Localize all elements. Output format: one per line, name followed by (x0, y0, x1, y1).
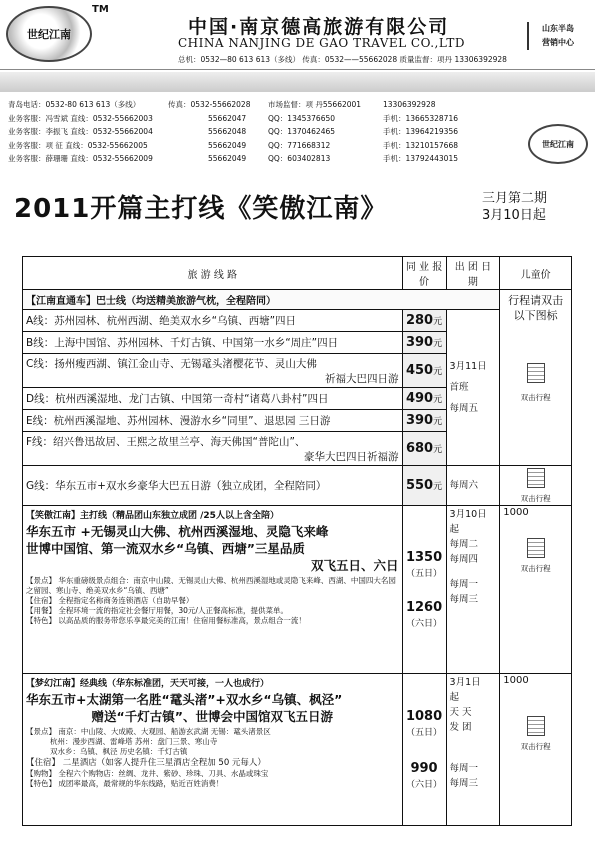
table-header-row (23, 257, 572, 290)
section-jiangnan-bus: 【江南直通车】巴士线（均送精美旅游气枕，全程陪同） (23, 290, 500, 310)
child-menghuan: 1000 双击行程 (500, 674, 572, 826)
price-xiaoao: 1350 （五日） 1260 （六日） (402, 506, 446, 674)
route-g: G线：华东五市+双水乡豪华大巴五日游（独立成团，全程陪同） (23, 466, 403, 506)
date-menghuan: 3月1日 起 天 天 发 团 每周一 每周三 (446, 674, 500, 826)
route-e: E线：杭州西溪湿地、苏州园林、漫游水乡“同里”、退思园 三日游 (23, 410, 403, 432)
price-e: 390元 (402, 410, 446, 432)
branch-label: 山东半岛 营销中心 (527, 22, 587, 50)
secondary-logo: 世纪江南 (528, 124, 588, 164)
header-child: 儿童价 (500, 257, 572, 290)
child-cell-g: 双击行程 (500, 466, 572, 506)
route-table (22, 256, 572, 826)
company-name-cn: 中国·南京德高旅游有限公司 (188, 16, 450, 38)
banner-title: 2011开篇主打线《笑傲江南》 (14, 194, 388, 224)
document-icon[interactable] (527, 716, 545, 736)
route-c: C线：扬州瘦西湖、镇江金山寺、无锡鼋头渚樱花节、灵山大佛 祈福大巴四日游 (23, 354, 403, 388)
header-price: 同 业 报 价 (402, 257, 446, 290)
route-a: A线：苏州园林、杭州西湖、绝美双水乡“乌镇、西塘”四日 (23, 310, 403, 332)
price-b: 390元 (402, 332, 446, 354)
document-icon[interactable] (527, 363, 545, 383)
date-g: 每周六 (446, 466, 500, 506)
staff-row: 青岛电话：0532-80 613 613（多线） 传真：0532-55662028 市场监督：项 丹55662001 13306392928 (8, 100, 436, 109)
company-name-en: CHINA NANJING DE GAO TRAVEL CO.,LTD (178, 36, 465, 50)
header-date: 出 团 日 期 (446, 257, 500, 290)
price-g: 550元 (402, 466, 446, 506)
section-xiaoao: 【笑傲江南】主打线（精品团山东独立成团 /25人以上含全陪） 华东五市 +无锡灵山大佛、杭州西溪湿地、灵隐飞来峰 世博中国馆、第一流双水乡“乌镇、西塘”三星品质 双飞五日、六日 【景点】 华东重磅级景点组合：南京中山陵、无锡灵山大佛、杭州西溪湿地或灵隐飞来峰、西湖、中国四大名园之留园、寒山寺、绝美双水乡“乌镇、西塘” 【住宿】 全程指定名称商务连锁酒店（自助早餐） 【用餐】 全程环境一流的指定社会餐厅用餐，30元/人正餐高标准，提供菜单。 【特色】 以高品质的服务带您乐享最完美的江南！住宿用餐标准高，景点组合一流！ (23, 506, 403, 674)
price-menghuan: 1080 （五日） 990 （六日） (402, 674, 446, 826)
staff-contacts (8, 98, 488, 166)
issue-label: 三月第二期 3月10日起 (482, 191, 548, 223)
date-xiaoao: 3月10日 起 每周二 每周四 每周一 每周三 (446, 506, 500, 674)
date-cell-1: 3月11日 首班 每周五 (446, 310, 500, 466)
staff-row: 业务客服：项 征 直线：0532-55662005 55662049 QQ：771668312 手机：13210157668 (8, 140, 458, 150)
route-f: F线：绍兴鲁迅故居、王熙之故里兰亭、海天佛国“普陀山”、 豪华大巴四日祈福游 (23, 432, 403, 466)
logo-text: 世纪江南 (27, 28, 71, 41)
staff-row: 业务客服：冯雪斌 直线：0532-55662003 55662047 QQ：1345376650 手机：13665328716 (8, 113, 458, 123)
document-icon[interactable] (527, 468, 545, 488)
price-a: 280元 (402, 310, 446, 332)
header-route: 旅 游 线 路 (23, 257, 403, 290)
staff-row: 业务客服：李振飞 直线：0532-55662004 55662048 QQ：1370462465 手机：13964219356 (8, 127, 458, 137)
price-c: 450元 (402, 354, 446, 388)
route-b: B线：上海中国馆、苏州园林、千灯古镇、中国第一水乡“周庄”四日 (23, 332, 403, 354)
document-icon[interactable] (527, 538, 545, 558)
company-contact: 总机：0532—80 613 613（多线） 传真：0532——55662028 质量监督：项丹 13306392928 (178, 55, 507, 64)
decorative-bar (0, 72, 595, 92)
trademark-mark: TM (92, 4, 109, 15)
price-f: 680元 (402, 432, 446, 466)
price-d: 490元 (402, 388, 446, 410)
company-logo (6, 6, 92, 62)
child-xiaoao: 1000 双击行程 (500, 506, 572, 674)
section-menghuan: 【梦幻江南】经典线（华东标准团，天天可接，一人也成行） 华东五市+太湖第一名胜“鼋头渚”+双水乡“乌镇、枫泾” 赠送“千灯古镇”、世博会中国馆双飞五日游 【景点】 南京：中山陵、大成殿、大观园、船游玄武湖 无锡：鼋头渚景区 杭州：漫步西湖、雷峰塔 苏州：盘门三景、寒山寺 双水乡：乌镇、枫泾 历史名镇：千灯古镇 【住宿】 二星酒店（如客人提升住三星酒店全程加 50 元每人） 【购物】 全程六个购物店：丝绸、龙井、紫砂、珍珠、刀具、水晶或珠宝 【特色】 成团率最高，最常规的华东线路，贴近百姓消费！ (23, 674, 403, 826)
staff-row: 业务客服：薛珊珊 直线：0532-55662009 55662049 QQ：603402813 手机：13792443015 (8, 154, 458, 164)
child-cell-1: 行程请双击以下图标 双击行程 (500, 290, 572, 466)
route-d: D线：杭州西溪湿地、龙门古镇、中国第一奇村“诸葛八卦村”四日 (23, 388, 403, 410)
